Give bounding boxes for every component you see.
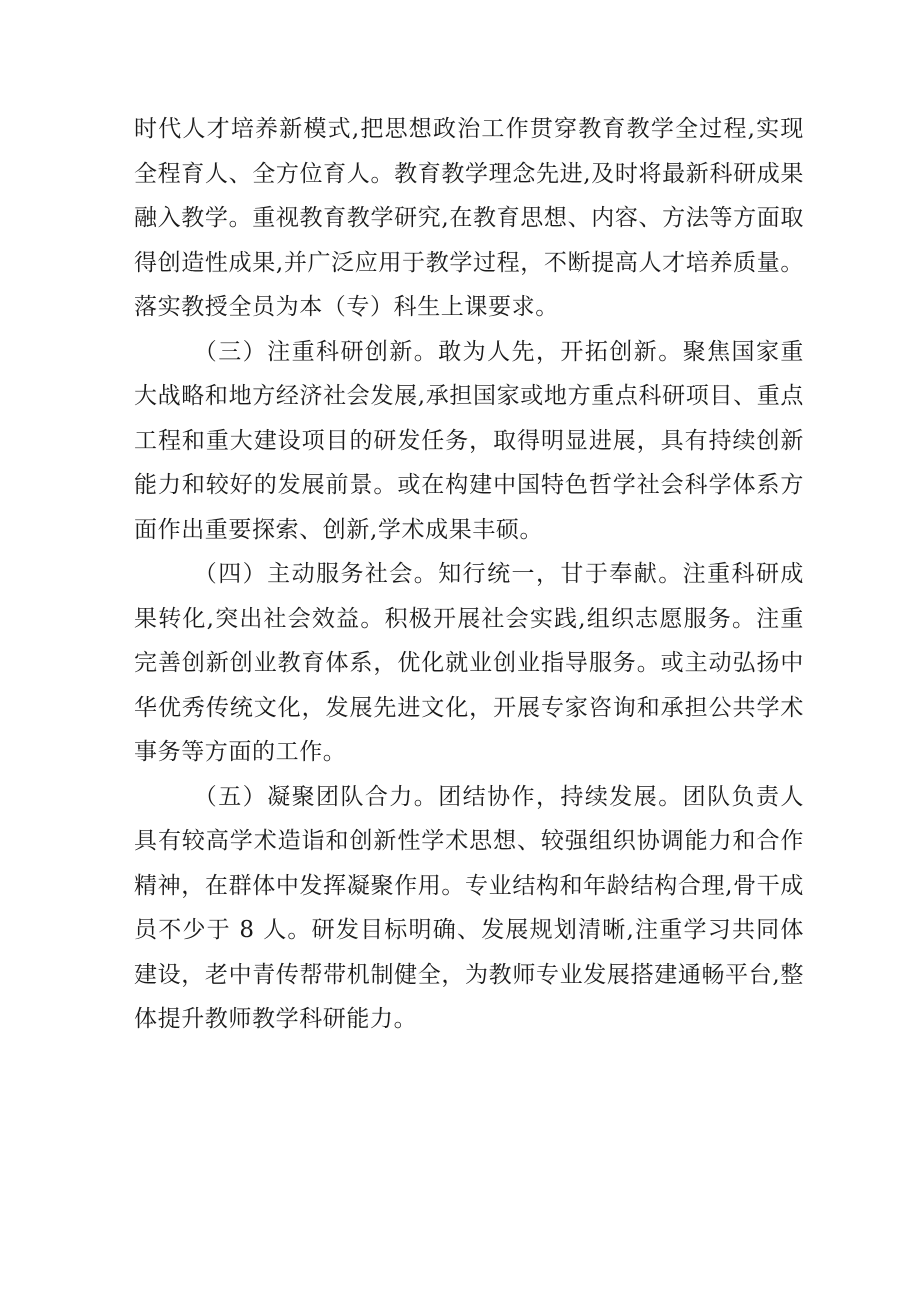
document-body	[134, 107, 804, 1042]
paragraph-continuation: 时代人才培养新模式,把思想政治工作贯穿教育教学全过程,实现全程育人、全方位育人。教育教学理念先进,及时将最新科研成果融入教学。重视教育教学研究,在教育思想、内容、方法等方面取得创造性成果,并广泛应用于教学过程，不断提高人才培养质量。落实教授全员为本（专）科生上课要求。	[134, 116, 804, 320]
paragraph-team-cohesion: （五）凝聚团队合力。团结协作，持续发展。团队负责人具有较高学术造诣和创新性学术思想、较强组织协调能力和合作精神，在群体中发挥凝聚作用。专业结构和年龄结构合理,骨干成员不少于 8 人。研发目标明确、发展规划清晰,注重学习共同体建设，老中青传帮带机制健全，为教师专业发展搭建通畅平台,整体提升教师教学科研能力。	[134, 783, 804, 1032]
paragraph-research-innovation: （三）注重科研创新。敢为人先，开拓创新。聚焦国家重大战略和地方经济社会发展,承担国家或地方重点科研项目、重点工程和重大建设项目的研发任务，取得明显进展，具有持续创新能力和较好的发展前景。或在构建中国特色哲学社会科学体系方面作出重要探索、创新,学术成果丰硕。	[134, 338, 804, 543]
paragraph-social-service: （四）主动服务社会。知行统一，甘于奉献。注重科研成果转化,突出社会效益。积极开展社会实践,组织志愿服务。注重完善创新创业教育体系，优化就业创业指导服务。或主动弘扬中华优秀传统文化，发展先进文化，开展专家咨询和承担公共学术事务等方面的工作。	[134, 561, 804, 765]
